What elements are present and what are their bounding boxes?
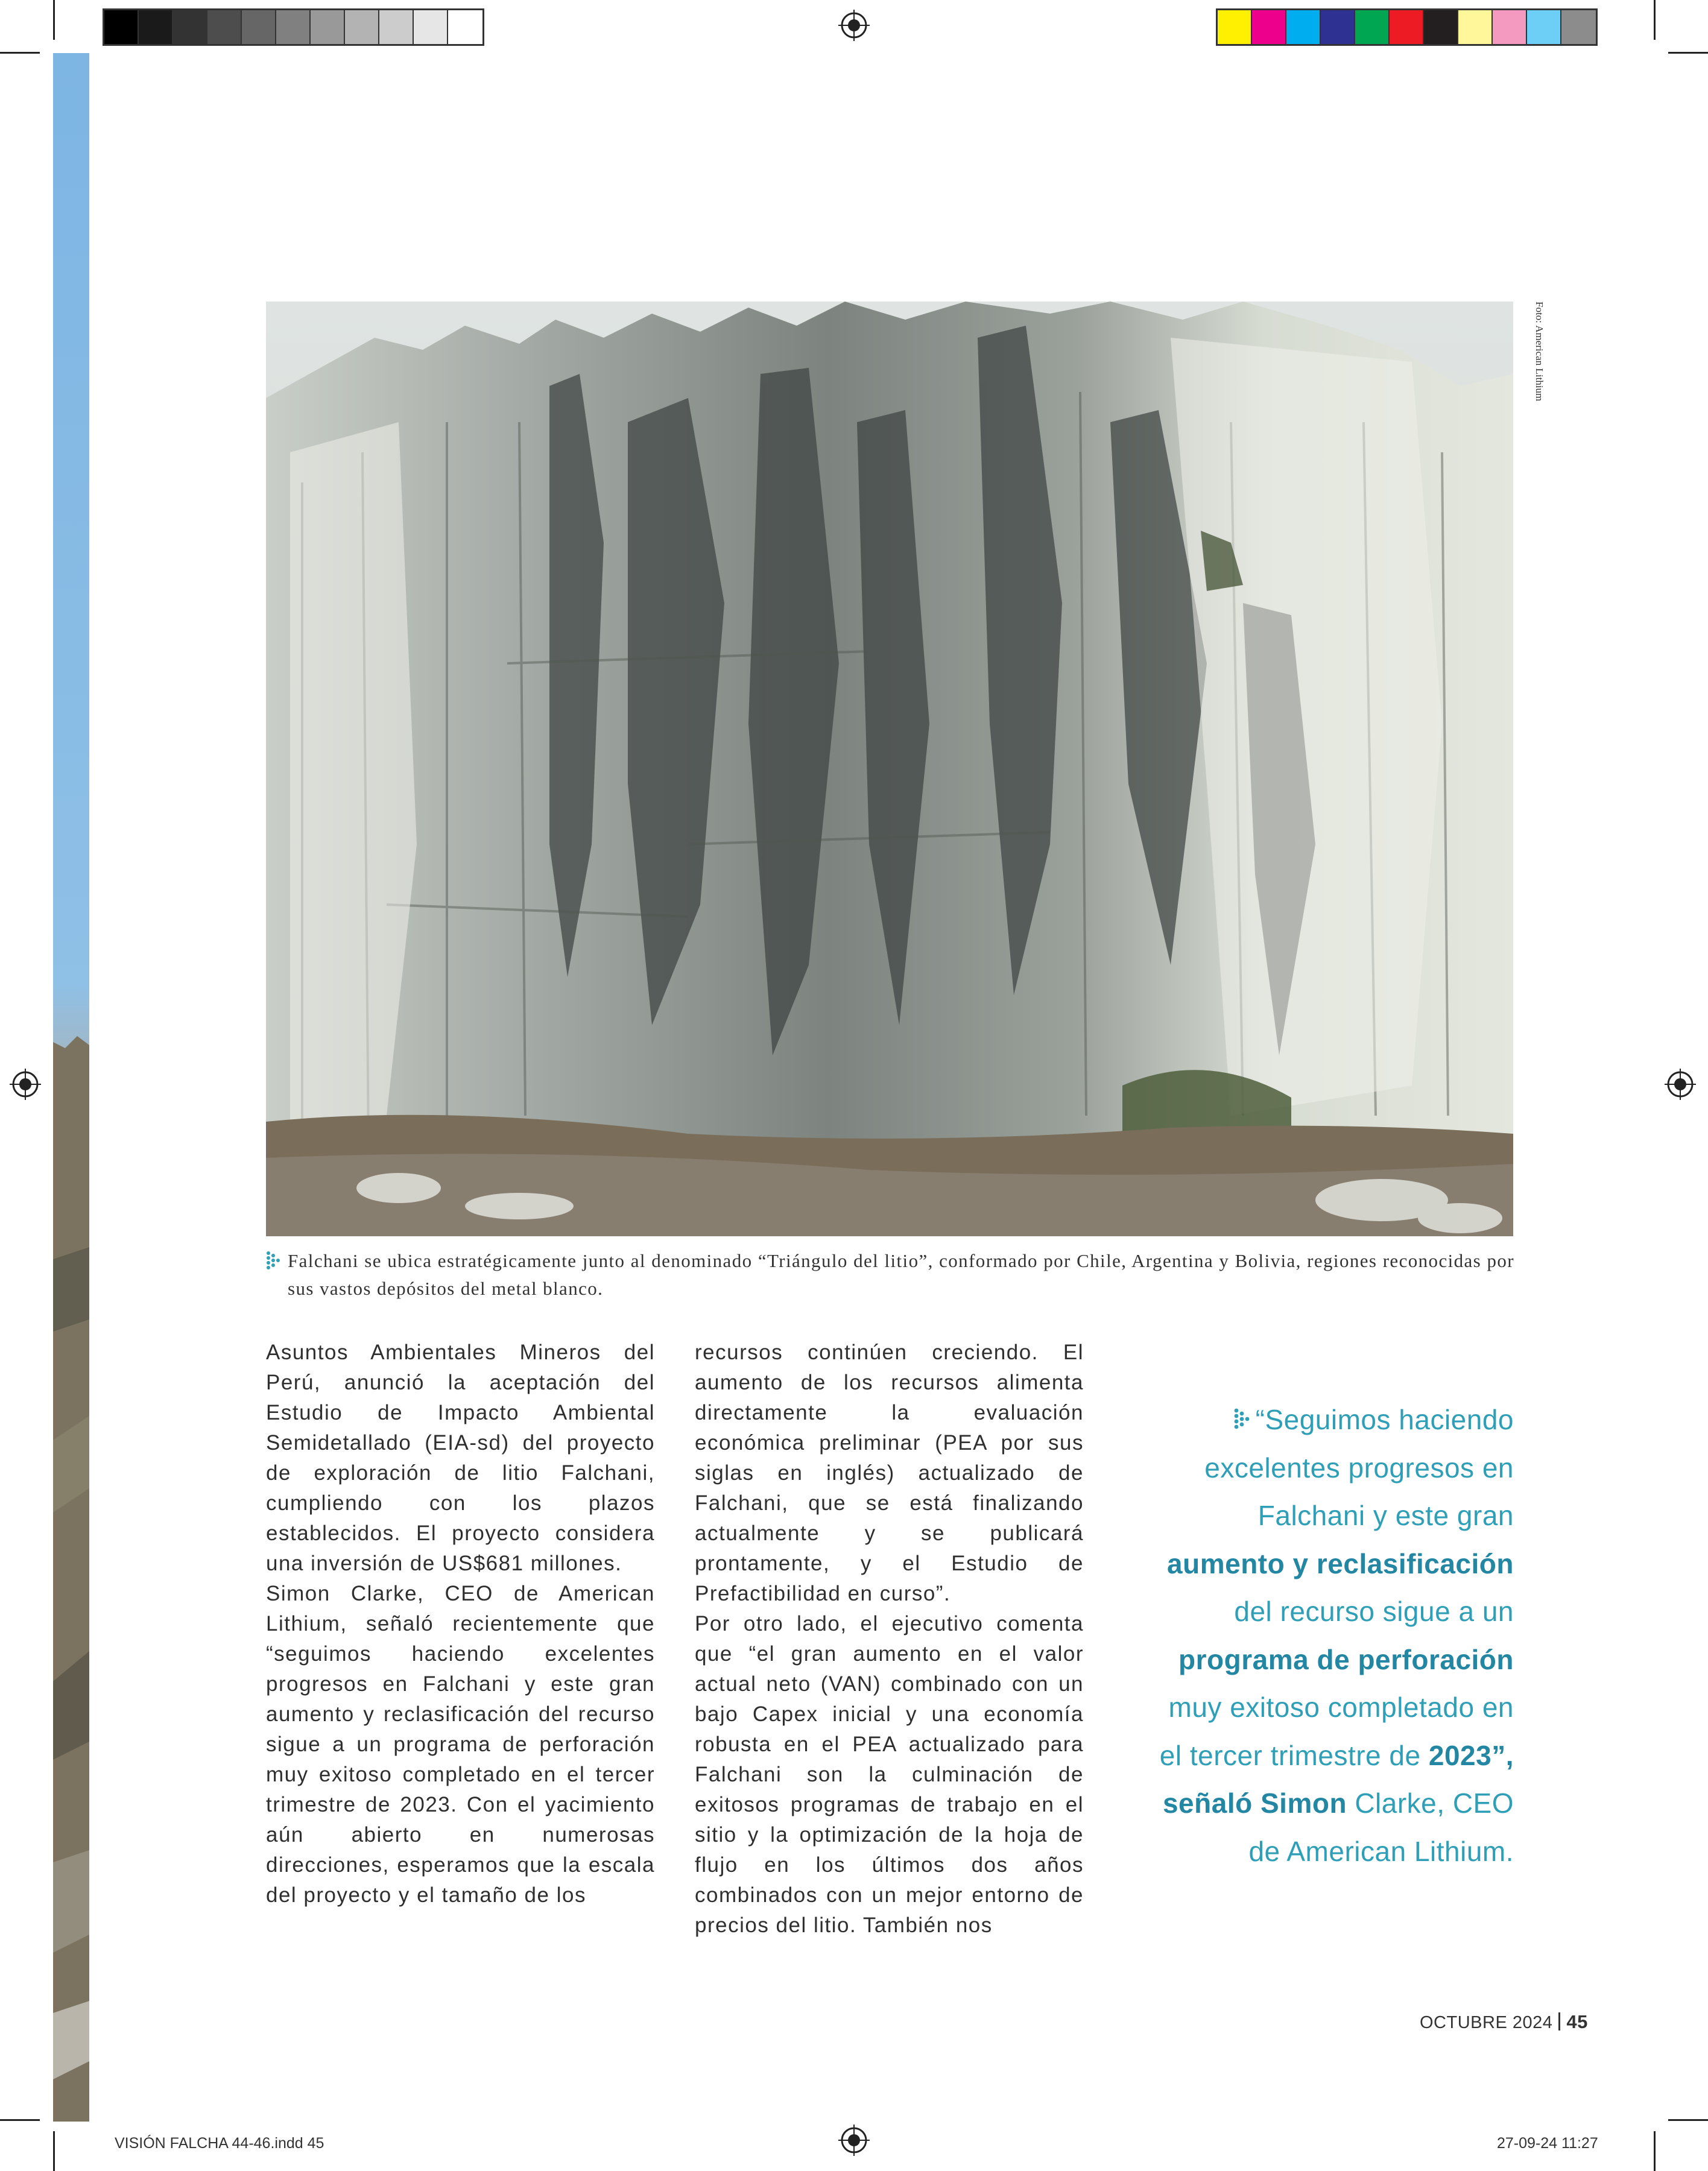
- page-number: 45: [1566, 2011, 1588, 2032]
- crop-mark: [53, 2131, 55, 2171]
- color-swatch: [448, 10, 482, 44]
- crop-mark: [1654, 0, 1656, 40]
- registration-mark-bottom-icon: [838, 2125, 870, 2156]
- color-swatch: [1424, 10, 1458, 44]
- body-paragraph: Asuntos Ambientales Mineros del Perú, anunció la aceptación del Estudio de Impacto Ambiental Semidetallado (EIA-sd) del proyecto de exploración de litio Falchani, cumpliendo con los plazos establecidos. El proyecto considera una inversión de US$681 millones.: [266, 1341, 655, 1575]
- dots-bullet-icon: [266, 1251, 283, 1271]
- color-swatch: [1458, 10, 1493, 44]
- pull-quote: [1140, 1396, 1514, 1876]
- photo-caption: [266, 1247, 1514, 1303]
- registration-mark-right-icon: [1665, 1069, 1696, 1100]
- crop-mark: [1668, 52, 1708, 54]
- grayscale-color-bar: [103, 8, 484, 46]
- quote-highlight: 2023”, señaló Simon: [1162, 1739, 1514, 1819]
- color-swatch: [1390, 10, 1424, 44]
- quote-text: muy exitoso completado en el tercer trimestre de: [1159, 1692, 1514, 1771]
- crop-mark: [0, 2119, 40, 2121]
- slug-timestamp: 27-09-24 11:27: [1497, 2135, 1598, 2152]
- crop-mark: [0, 52, 40, 54]
- color-swatch: [207, 10, 242, 44]
- body-column-2: [695, 1338, 1084, 1941]
- body-column-1: [266, 1338, 655, 1910]
- folio: [1420, 2011, 1588, 2033]
- quote-text: “Seguimos haciendo excelentes progresos en Falchani y este gran: [1204, 1404, 1514, 1531]
- crop-mark: [1654, 2131, 1656, 2171]
- color-swatch: [276, 10, 311, 44]
- color-swatch: [1561, 10, 1596, 44]
- color-swatch: [414, 10, 448, 44]
- color-swatch: [311, 10, 345, 44]
- color-swatch: [1355, 10, 1390, 44]
- folio-divider: [1558, 2012, 1560, 2030]
- registration-mark-top-icon: [838, 10, 870, 41]
- body-paragraph: Por otro lado, el ejecutivo comenta que “el gran aumento en el valor actual neto (VAN) combinado con un bajo Capex inicial y una economía robusta en el PEA actualizado para Falchani son la culminación de exitosos programas de trabajo en el sitio y la optimización de la hoja de flujo en los últimos dos años combinados con un mejor entorno de precios del litio. También nos: [695, 1612, 1084, 1937]
- crop-mark: [53, 0, 55, 40]
- quote-highlight: aumento y reclasificación: [1167, 1547, 1514, 1579]
- side-landscape-strip: [53, 53, 89, 2122]
- quote-highlight: programa de perforación: [1178, 1643, 1514, 1675]
- process-color-bar: [1216, 8, 1598, 46]
- body-paragraph: recursos continúen creciendo. El aumento de los recursos alimenta directamente la evaluación económica preliminar (PEA por sus siglas en inglés) actualizado de Falchani, que se está finalizando actualmente y se publicará prontamente, y el Estudio de Prefactibilidad en curso”.: [695, 1341, 1084, 1605]
- quote-text: Clarke, CEO de American Lithium.: [1248, 1787, 1514, 1867]
- quote-text: del recurso sigue a un: [1234, 1596, 1514, 1627]
- color-swatch: [139, 10, 173, 44]
- caption-text: Falchani se ubica estratégicamente junto al denominado “Triángulo del litio”, conformado por Chile, Argentina y Bolivia, regiones reconocidas por sus vastos depósitos del metal blanco.: [288, 1250, 1514, 1299]
- color-swatch: [1286, 10, 1321, 44]
- registration-mark-left-icon: [10, 1069, 41, 1100]
- color-swatch: [104, 10, 139, 44]
- crop-mark: [1668, 2119, 1708, 2121]
- color-swatch: [1252, 10, 1286, 44]
- color-swatch: [173, 10, 207, 44]
- color-swatch: [379, 10, 414, 44]
- body-paragraph: Simon Clarke, CEO de American Lithium, señaló recientemente que “seguimos haciendo excelentes progresos en Falchani y este gran aumento y reclasificación del recurso sigue a un programa de perforación muy exitoso completado en el tercer trimestre de 2023. Con el yacimiento aún abierto en numerosas direcciones, esperamos que la escala del proyecto y el tamaño de los: [266, 1582, 655, 1907]
- color-swatch: [1321, 10, 1355, 44]
- color-swatch: [1493, 10, 1527, 44]
- photo-credit: Foto: American Lithium: [1534, 302, 1545, 402]
- color-swatch: [345, 10, 379, 44]
- photo-rock-cliff: [266, 302, 1513, 1236]
- slug-filename: VISIÓN FALCHA 44-46.indd 45: [115, 2135, 324, 2152]
- issue-date: OCTUBRE 2024: [1420, 2013, 1553, 2032]
- color-swatch: [242, 10, 276, 44]
- dots-bullet-icon: [1234, 1398, 1252, 1423]
- color-swatch: [1527, 10, 1561, 44]
- color-swatch: [1218, 10, 1252, 44]
